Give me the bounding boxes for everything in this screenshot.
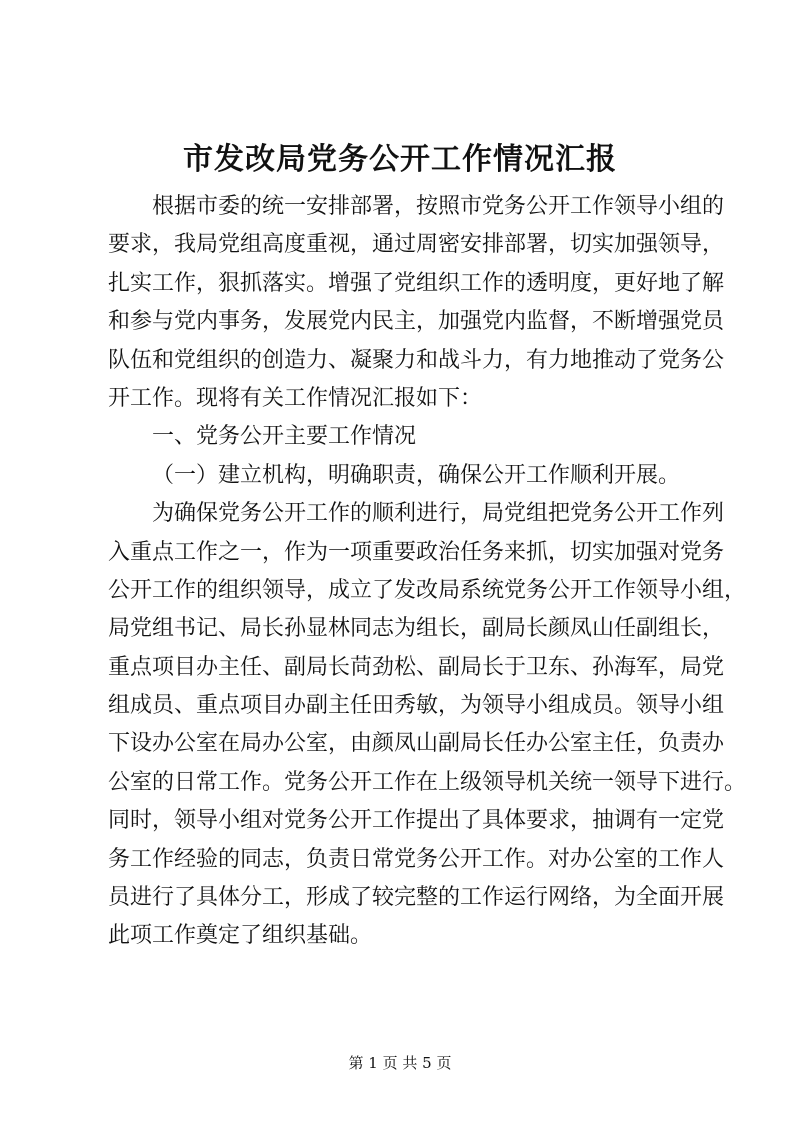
page-footer: 第 1 页 共 5 页 <box>348 1054 452 1072</box>
document-title: 市发改局党务公开工作情况汇报 <box>183 142 617 177</box>
document-body <box>108 188 747 956</box>
paragraph-line: 公室的日常工作。党务公开工作在上级领导机关统一领导下进行。 <box>108 769 747 795</box>
paragraph-line: 为确保党务公开工作的顺利进行，局党组把党务公开工作列 <box>152 501 725 527</box>
paragraph-line: 和参与党内事务，发展党内民主，加强党内监督，不断增强党员 <box>108 309 725 335</box>
paragraph-line: 局党组书记、局长孙显林同志为组长，副局长颜凤山任副组长， <box>108 616 725 642</box>
paragraph-line: 同时，领导小组对党务公开工作提出了具体要求，抽调有一定党 <box>108 808 725 834</box>
section-heading: 一、党务公开主要工作情况 <box>152 424 417 450</box>
paragraph-line: 此项工作奠定了组织基础。 <box>108 923 373 949</box>
paragraph-line: 开工作。现将有关工作情况汇报如下： <box>108 385 483 411</box>
paragraph-line: 根据市委的统一安排部署，按照市党务公开工作领导小组的 <box>152 194 725 219</box>
paragraph-line: 队伍和党组织的创造力、凝聚力和战斗力，有力地推动了党务公 <box>108 347 725 373</box>
paragraph-line: 扎实工作，狠抓落实。增强了党组织工作的透明度，更好地了解 <box>108 270 725 296</box>
paragraph-line: 组成员、重点项目办副主任田秀敏，为领导小组成员。领导小组 <box>108 693 725 719</box>
paragraph-line: 公开工作的组织领导，成立了发改局系统党务公开工作领导小组， <box>108 577 747 603</box>
paragraph-line: 重点项目办主任、副局长苘劲松、副局长于卫东、孙海军，局党 <box>108 654 725 680</box>
paragraph-line: 员进行了具体分工，形成了较完整的工作运行网络，为全面开展 <box>108 885 725 911</box>
paragraph-line: 入重点工作之一，作为一项重要政治任务来抓，切实加强对党务 <box>108 539 725 565</box>
paragraph-line: 务工作经验的同志，负责日常党务公开工作。对办公室的工作人 <box>108 846 725 872</box>
paragraph-line: 下设办公室在局办公室，由颜凤山副局长任办公室主任，负责办 <box>108 731 725 757</box>
subsection-heading: （一）建立机构，明确职责，确保公开工作顺利开展。 <box>152 462 681 488</box>
paragraph-line: 要求，我局党组高度重视，通过周密安排部署，切实加强领导， <box>108 232 725 258</box>
